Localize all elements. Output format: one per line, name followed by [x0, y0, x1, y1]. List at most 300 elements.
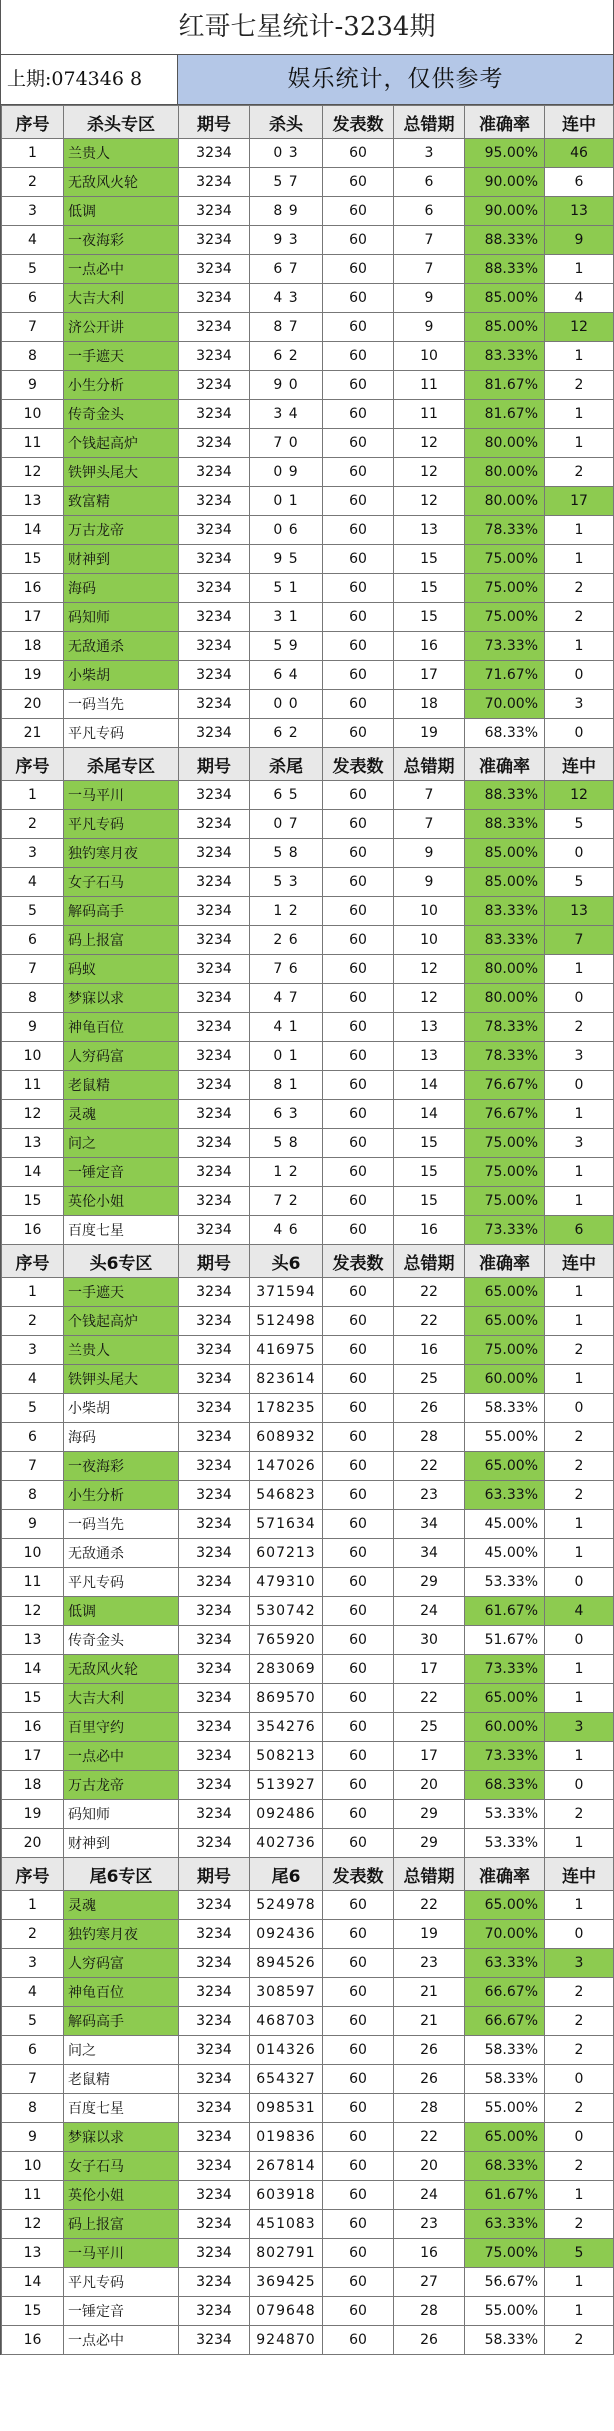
published-count: 60	[323, 1742, 394, 1771]
table-row	[2, 2065, 614, 2094]
accuracy-rate: 65.00%	[465, 1307, 545, 1336]
win-streak: 1	[545, 516, 614, 545]
accuracy-rate: 75.00%	[465, 1336, 545, 1365]
accuracy-rate: 71.67%	[465, 661, 545, 690]
table-row	[2, 197, 614, 226]
prediction: 416975	[250, 1336, 323, 1365]
accuracy-rate: 81.67%	[465, 400, 545, 429]
issue-number: 3234	[179, 400, 250, 429]
issue-number: 3234	[179, 2007, 250, 2036]
expert-name: 一马平川	[64, 781, 179, 810]
table-row	[2, 1597, 614, 1626]
row-index: 12	[2, 2210, 64, 2239]
published-count: 60	[323, 1042, 394, 1071]
published-count: 60	[323, 1307, 394, 1336]
expert-name: 财神到	[64, 545, 179, 574]
issue-number: 3234	[179, 1568, 250, 1597]
table-row	[2, 342, 614, 371]
prediction: 354276	[250, 1713, 323, 1742]
expert-name: 一马平川	[64, 2239, 179, 2268]
row-index: 13	[2, 1129, 64, 1158]
accuracy-rate: 78.33%	[465, 516, 545, 545]
total-miss: 24	[394, 2181, 465, 2210]
total-miss: 15	[394, 1158, 465, 1187]
win-streak: 2	[545, 2210, 614, 2239]
column-header: 发表数	[323, 1858, 394, 1891]
issue-number: 3234	[179, 603, 250, 632]
prediction: 1 2	[250, 897, 323, 926]
column-header: 总错期	[394, 748, 465, 781]
column-header: 杀头专区	[64, 106, 179, 139]
published-count: 60	[323, 1626, 394, 1655]
expert-name: 百度七星	[64, 2094, 179, 2123]
row-index: 11	[2, 429, 64, 458]
win-streak: 5	[545, 2239, 614, 2268]
table-row	[2, 2036, 614, 2065]
prediction: 654327	[250, 2065, 323, 2094]
table-row	[2, 955, 614, 984]
prediction: 6 3	[250, 1100, 323, 1129]
accuracy-rate: 85.00%	[465, 313, 545, 342]
table-row	[2, 1684, 614, 1713]
accuracy-rate: 55.00%	[465, 2297, 545, 2326]
row-index: 15	[2, 1684, 64, 1713]
expert-name: 低调	[64, 197, 179, 226]
row-index: 2	[2, 1920, 64, 1949]
win-streak: 2	[545, 2152, 614, 2181]
accuracy-rate: 73.33%	[465, 1655, 545, 1684]
accuracy-rate: 68.33%	[465, 2152, 545, 2181]
issue-number: 3234	[179, 690, 250, 719]
win-streak: 1	[545, 1655, 614, 1684]
row-index: 6	[2, 2036, 64, 2065]
expert-name: 传奇金头	[64, 400, 179, 429]
total-miss: 14	[394, 1071, 465, 1100]
prediction: 3 4	[250, 400, 323, 429]
published-count: 60	[323, 487, 394, 516]
table-row	[2, 545, 614, 574]
column-header: 连中	[545, 1858, 614, 1891]
expert-name: 小生分析	[64, 371, 179, 400]
table-row	[2, 897, 614, 926]
column-header: 杀尾	[250, 748, 323, 781]
issue-number: 3234	[179, 2094, 250, 2123]
column-header: 发表数	[323, 1245, 394, 1278]
prediction: 6 4	[250, 661, 323, 690]
win-streak: 1	[545, 1742, 614, 1771]
accuracy-rate: 73.33%	[465, 1216, 545, 1245]
table-row	[2, 1713, 614, 1742]
table-row	[2, 429, 614, 458]
published-count: 60	[323, 2181, 394, 2210]
total-miss: 19	[394, 719, 465, 748]
accuracy-rate: 45.00%	[465, 1539, 545, 1568]
prediction: 9 0	[250, 371, 323, 400]
win-streak: 2	[545, 2007, 614, 2036]
total-miss: 17	[394, 661, 465, 690]
expert-name: 神龟百位	[64, 1978, 179, 2007]
prediction: 369425	[250, 2268, 323, 2297]
published-count: 60	[323, 2297, 394, 2326]
expert-name: 人穷码富	[64, 1949, 179, 1978]
column-header: 连中	[545, 106, 614, 139]
expert-name: 大吉大利	[64, 1684, 179, 1713]
column-header: 发表数	[323, 106, 394, 139]
win-streak: 2	[545, 2036, 614, 2065]
win-streak: 1	[545, 1307, 614, 1336]
accuracy-rate: 88.33%	[465, 810, 545, 839]
row-index: 8	[2, 342, 64, 371]
row-index: 13	[2, 1626, 64, 1655]
published-count: 60	[323, 690, 394, 719]
accuracy-rate: 70.00%	[465, 1920, 545, 1949]
accuracy-rate: 80.00%	[465, 984, 545, 1013]
win-streak: 1	[545, 1278, 614, 1307]
table-row	[2, 1510, 614, 1539]
total-miss: 26	[394, 2065, 465, 2094]
prediction: 7 2	[250, 1187, 323, 1216]
row-index: 2	[2, 168, 64, 197]
table-row	[2, 1800, 614, 1829]
total-miss: 34	[394, 1539, 465, 1568]
published-count: 60	[323, 139, 394, 168]
win-streak: 0	[545, 661, 614, 690]
win-streak: 2	[545, 1800, 614, 1829]
accuracy-rate: 66.67%	[465, 2007, 545, 2036]
published-count: 60	[323, 1365, 394, 1394]
published-count: 60	[323, 458, 394, 487]
win-streak: 12	[545, 313, 614, 342]
published-count: 60	[323, 1100, 394, 1129]
win-streak: 1	[545, 1158, 614, 1187]
expert-name: 灵魂	[64, 1891, 179, 1920]
expert-name: 一锤定音	[64, 1158, 179, 1187]
published-count: 60	[323, 926, 394, 955]
table-row	[2, 458, 614, 487]
issue-number: 3234	[179, 1800, 250, 1829]
row-index: 17	[2, 603, 64, 632]
published-count: 60	[323, 2326, 394, 2355]
accuracy-rate: 95.00%	[465, 139, 545, 168]
accuracy-rate: 58.33%	[465, 2326, 545, 2355]
issue-number: 3234	[179, 781, 250, 810]
row-index: 2	[2, 1307, 64, 1336]
win-streak: 2	[545, 2094, 614, 2123]
issue-number: 3234	[179, 429, 250, 458]
accuracy-rate: 90.00%	[465, 197, 545, 226]
published-count: 60	[323, 1013, 394, 1042]
section-header-row	[2, 1245, 614, 1278]
issue-number: 3234	[179, 1949, 250, 1978]
issue-number: 3234	[179, 1158, 250, 1187]
win-streak: 0	[545, 839, 614, 868]
expert-name: 一点必中	[64, 255, 179, 284]
prediction: 0 1	[250, 1042, 323, 1071]
total-miss: 13	[394, 516, 465, 545]
published-count: 60	[323, 226, 394, 255]
prediction: 267814	[250, 2152, 323, 2181]
total-miss: 27	[394, 2268, 465, 2297]
published-count: 60	[323, 1771, 394, 1800]
row-index: 13	[2, 487, 64, 516]
table-row	[2, 1920, 614, 1949]
accuracy-rate: 61.67%	[465, 2181, 545, 2210]
published-count: 60	[323, 1829, 394, 1858]
total-miss: 22	[394, 1891, 465, 1920]
prediction: 092436	[250, 1920, 323, 1949]
win-streak: 2	[545, 603, 614, 632]
total-miss: 29	[394, 1800, 465, 1829]
expert-name: 小柴胡	[64, 1394, 179, 1423]
win-streak: 0	[545, 1071, 614, 1100]
published-count: 60	[323, 1597, 394, 1626]
total-miss: 22	[394, 1684, 465, 1713]
issue-number: 3234	[179, 487, 250, 516]
expert-name: 码上报富	[64, 926, 179, 955]
accuracy-rate: 88.33%	[465, 255, 545, 284]
row-index: 3	[2, 1336, 64, 1365]
prediction: 479310	[250, 1568, 323, 1597]
expert-name: 梦寐以求	[64, 984, 179, 1013]
total-miss: 16	[394, 1336, 465, 1365]
accuracy-rate: 68.33%	[465, 719, 545, 748]
table-row	[2, 313, 614, 342]
accuracy-rate: 75.00%	[465, 1129, 545, 1158]
table-row	[2, 2123, 614, 2152]
published-count: 60	[323, 1800, 394, 1829]
total-miss: 11	[394, 400, 465, 429]
table-row	[2, 1568, 614, 1597]
prediction: 4 6	[250, 1216, 323, 1245]
table-row	[2, 284, 614, 313]
expert-name: 传奇金头	[64, 1626, 179, 1655]
table-row	[2, 1978, 614, 2007]
expert-name: 问之	[64, 2036, 179, 2065]
expert-name: 无敌通杀	[64, 1539, 179, 1568]
accuracy-rate: 68.33%	[465, 1771, 545, 1800]
published-count: 60	[323, 2094, 394, 2123]
accuracy-rate: 75.00%	[465, 1187, 545, 1216]
published-count: 60	[323, 810, 394, 839]
row-index: 9	[2, 2123, 64, 2152]
expert-name: 平凡专码	[64, 719, 179, 748]
table-row	[2, 1307, 614, 1336]
prediction: 2 6	[250, 926, 323, 955]
row-index: 6	[2, 284, 64, 313]
row-index: 5	[2, 255, 64, 284]
expert-name: 铁钾头尾大	[64, 458, 179, 487]
total-miss: 30	[394, 1626, 465, 1655]
row-index: 1	[2, 781, 64, 810]
section-header-row	[2, 106, 614, 139]
issue-number: 3234	[179, 1539, 250, 1568]
win-streak: 5	[545, 810, 614, 839]
column-header: 总错期	[394, 1858, 465, 1891]
accuracy-rate: 60.00%	[465, 1365, 545, 1394]
prediction: 468703	[250, 2007, 323, 2036]
row-index: 1	[2, 1891, 64, 1920]
issue-number: 3234	[179, 545, 250, 574]
total-miss: 16	[394, 2239, 465, 2268]
win-streak: 1	[545, 955, 614, 984]
previous-issue-label: 上期:074346 8	[1, 55, 178, 104]
published-count: 60	[323, 1510, 394, 1539]
published-count: 60	[323, 1158, 394, 1187]
issue-number: 3234	[179, 984, 250, 1013]
accuracy-rate: 83.33%	[465, 926, 545, 955]
row-index: 12	[2, 1100, 64, 1129]
column-header: 期号	[179, 1245, 250, 1278]
table-row	[2, 371, 614, 400]
total-miss: 28	[394, 2297, 465, 2326]
table-row	[2, 632, 614, 661]
table-row	[2, 139, 614, 168]
issue-number: 3234	[179, 1307, 250, 1336]
row-index: 16	[2, 574, 64, 603]
expert-name: 一点必中	[64, 1742, 179, 1771]
row-index: 17	[2, 1742, 64, 1771]
total-miss: 28	[394, 2094, 465, 2123]
table-row	[2, 839, 614, 868]
accuracy-rate: 58.33%	[465, 2036, 545, 2065]
row-index: 20	[2, 1829, 64, 1858]
published-count: 60	[323, 574, 394, 603]
table-row	[2, 1742, 614, 1771]
row-index: 4	[2, 868, 64, 897]
total-miss: 23	[394, 1949, 465, 1978]
table-row	[2, 1129, 614, 1158]
total-miss: 20	[394, 1771, 465, 1800]
issue-number: 3234	[179, 1042, 250, 1071]
issue-number: 3234	[179, 284, 250, 313]
win-streak: 4	[545, 284, 614, 313]
win-streak: 1	[545, 632, 614, 661]
issue-number: 3234	[179, 1742, 250, 1771]
section-header-row	[2, 748, 614, 781]
win-streak: 0	[545, 2065, 614, 2094]
prediction: 5 1	[250, 574, 323, 603]
column-header: 总错期	[394, 106, 465, 139]
published-count: 60	[323, 1920, 394, 1949]
total-miss: 23	[394, 2210, 465, 2239]
expert-name: 小柴胡	[64, 661, 179, 690]
row-index: 6	[2, 1423, 64, 1452]
accuracy-rate: 55.00%	[465, 2094, 545, 2123]
column-header: 准确率	[465, 1858, 545, 1891]
total-miss: 17	[394, 1742, 465, 1771]
table-row	[2, 2297, 614, 2326]
published-count: 60	[323, 1071, 394, 1100]
published-count: 60	[323, 2239, 394, 2268]
prediction: 0 1	[250, 487, 323, 516]
row-index: 16	[2, 1713, 64, 1742]
total-miss: 26	[394, 2036, 465, 2065]
row-index: 9	[2, 371, 64, 400]
table-row	[2, 719, 614, 748]
row-index: 5	[2, 897, 64, 926]
row-index: 16	[2, 1216, 64, 1245]
expert-name: 一锤定音	[64, 2297, 179, 2326]
table-row	[2, 1771, 614, 1800]
accuracy-rate: 60.00%	[465, 1713, 545, 1742]
prediction: 513927	[250, 1771, 323, 1800]
total-miss: 29	[394, 1829, 465, 1858]
published-count: 60	[323, 313, 394, 342]
prediction: 371594	[250, 1278, 323, 1307]
total-miss: 22	[394, 1452, 465, 1481]
published-count: 60	[323, 868, 394, 897]
win-streak: 1	[545, 2181, 614, 2210]
win-streak: 46	[545, 139, 614, 168]
total-miss: 9	[394, 839, 465, 868]
prediction: 079648	[250, 2297, 323, 2326]
expert-name: 英伦小姐	[64, 2181, 179, 2210]
published-count: 60	[323, 1423, 394, 1452]
expert-name: 济公开讲	[64, 313, 179, 342]
published-count: 60	[323, 1336, 394, 1365]
table-row	[2, 1071, 614, 1100]
expert-name: 解码高手	[64, 2007, 179, 2036]
win-streak: 2	[545, 1336, 614, 1365]
total-miss: 16	[394, 1216, 465, 1245]
total-miss: 6	[394, 168, 465, 197]
accuracy-rate: 55.00%	[465, 1423, 545, 1452]
win-streak: 1	[545, 1539, 614, 1568]
stats-table	[1, 105, 614, 2355]
expert-name: 无敌风火轮	[64, 168, 179, 197]
table-row	[2, 661, 614, 690]
accuracy-rate: 75.00%	[465, 1158, 545, 1187]
issue-number: 3234	[179, 1597, 250, 1626]
prediction: 869570	[250, 1684, 323, 1713]
win-streak: 3	[545, 1949, 614, 1978]
accuracy-rate: 76.67%	[465, 1071, 545, 1100]
win-streak: 1	[545, 1187, 614, 1216]
published-count: 60	[323, 1278, 394, 1307]
row-index: 5	[2, 2007, 64, 2036]
column-header: 总错期	[394, 1245, 465, 1278]
win-streak: 0	[545, 2123, 614, 2152]
row-index: 3	[2, 1949, 64, 1978]
total-miss: 25	[394, 1713, 465, 1742]
total-miss: 12	[394, 984, 465, 1013]
prediction: 924870	[250, 2326, 323, 2355]
subheader	[1, 55, 613, 105]
row-index: 12	[2, 1597, 64, 1626]
published-count: 60	[323, 661, 394, 690]
published-count: 60	[323, 1684, 394, 1713]
published-count: 60	[323, 1539, 394, 1568]
expert-name: 个钱起高炉	[64, 429, 179, 458]
table-row	[2, 926, 614, 955]
prediction: 178235	[250, 1394, 323, 1423]
accuracy-rate: 51.67%	[465, 1626, 545, 1655]
accuracy-rate: 70.00%	[465, 690, 545, 719]
row-index: 14	[2, 1655, 64, 1684]
published-count: 60	[323, 255, 394, 284]
win-streak: 4	[545, 1597, 614, 1626]
disclaimer-note: 娱乐统计，仅供参考	[178, 55, 613, 104]
total-miss: 12	[394, 487, 465, 516]
expert-name: 万古龙帝	[64, 1771, 179, 1800]
win-streak: 1	[545, 1365, 614, 1394]
issue-number: 3234	[179, 1481, 250, 1510]
win-streak: 1	[545, 1510, 614, 1539]
prediction: 0 7	[250, 810, 323, 839]
issue-number: 3234	[179, 1278, 250, 1307]
published-count: 60	[323, 2123, 394, 2152]
table-row	[2, 1394, 614, 1423]
